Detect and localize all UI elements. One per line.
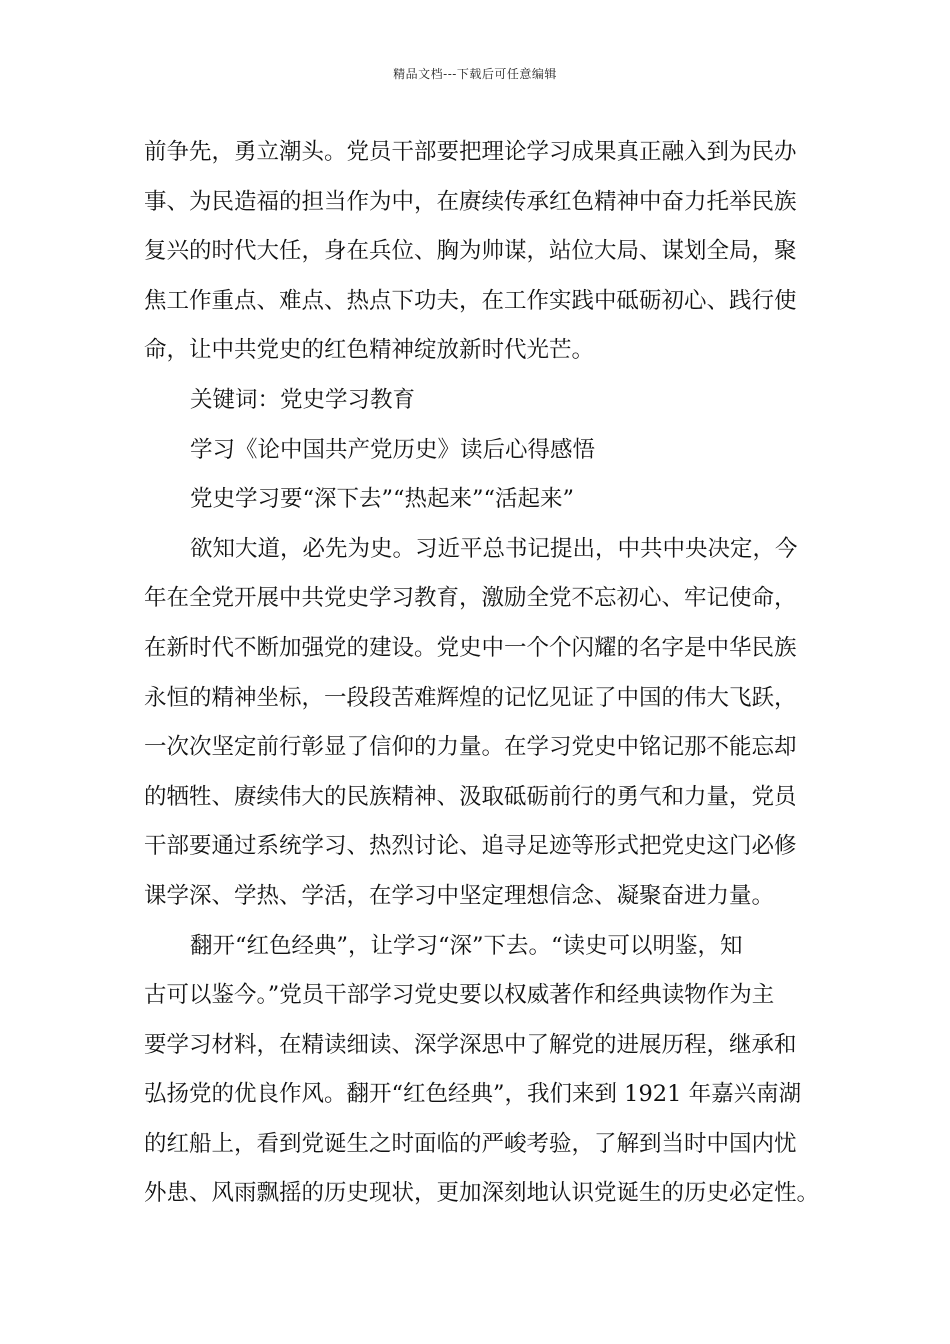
- text-line: 前争先，勇立潮头。党员干部要把理论学习成果真正融入到为民办: [144, 139, 797, 165]
- text-line: 要学习材料，在精读细读、深学深思中了解党的进展历程，继承和: [144, 1031, 797, 1058]
- text-line: 的红船上，看到党诞生之时面临的严峻考验，了解到当时中国内忧: [144, 1130, 797, 1157]
- paragraph-start: 欲知大道，必先为史。习近平总书记提出，中共中央决定，今: [190, 535, 798, 562]
- text-line: 在新时代不断加强党的建设。党史中一个个闪耀的名字是中华民族: [144, 634, 797, 661]
- text-line: 的牺牲、赓续伟大的民族精神、汲取砥砺前行的勇气和力量，党员: [144, 783, 797, 810]
- text-line: 命，让中共党史的红色精神绽放新时代光芒。: [144, 337, 595, 364]
- keywords-line: 关键词：党史学习教育: [190, 386, 416, 413]
- text-line: 干部要通过系统学习、热烈讨论、追寻足迹等形式把党史这门必修: [144, 833, 797, 860]
- paragraph-start: 翻开“红色经典”，让学习“深”下去。“读史可以明鉴，知: [190, 932, 743, 959]
- text-line: 外患、风雨飘摇的历史现状，更加深刻地认识党诞生的历史必定性。: [144, 1180, 820, 1207]
- text-line: 古可以鉴今。”党员干部学习党史要以权威著作和经典读物作为主: [144, 982, 775, 1009]
- article-title: 学习《论中国共产党历史》读后心得感悟: [190, 436, 596, 463]
- document-body: [144, 128, 824, 1219]
- text-line: 焦工作重点、难点、热点下功夫，在工作实践中砥砺初心、践行使: [144, 287, 797, 314]
- text-line: 事、为民造福的担当作为中，在赓续传承红色精神中奋力托举民族: [144, 188, 797, 215]
- article-subtitle: 党史学习要“深下去”“热起来”“活起来”: [190, 486, 575, 513]
- text-line: 复兴的时代大任，身在兵位、胸为帅谋，站位大局、谋划全局，聚: [144, 238, 797, 265]
- page-header: 精品文档---下载后可任意编辑: [393, 67, 557, 81]
- text-line: 年在全党开展中共党史学习教育，激励全党不忘初心、牢记使命，: [144, 585, 797, 612]
- text-line: 一次次坚定前行彰显了信仰的力量。在学习党史中铭记那不能忘却: [144, 734, 797, 761]
- text-line: 课学深、学热、学活，在学习中坚定理想信念、凝聚奋进力量。: [144, 882, 775, 909]
- text-line: 弘扬党的优良作风。翻开“红色经典”，我们来到 1921 年嘉兴南湖: [144, 1081, 802, 1108]
- text-line: 永恒的精神坐标，一段段苦难辉煌的记忆见证了中国的伟大飞跃，: [144, 684, 797, 711]
